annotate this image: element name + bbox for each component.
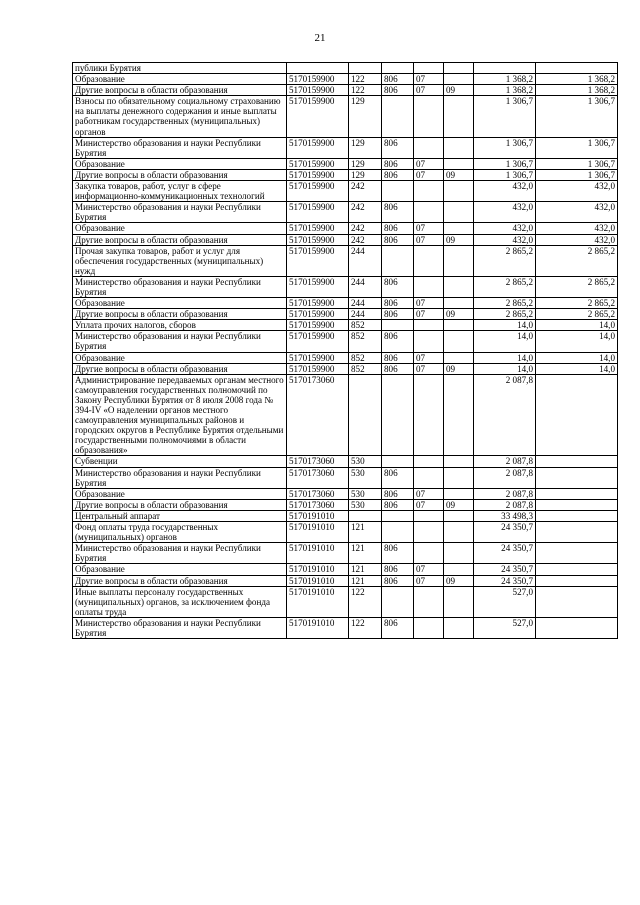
section-cell <box>414 510 444 521</box>
subsection-cell <box>444 374 474 456</box>
subsection-cell <box>444 488 474 499</box>
subsection-cell <box>444 543 474 564</box>
section-cell <box>414 331 444 352</box>
target-code-cell: 5170159900 <box>287 320 349 331</box>
name-cell: Субвенции <box>73 456 287 467</box>
section-cell <box>414 374 444 456</box>
total-cell <box>536 467 618 488</box>
target-code-cell: 5170159900 <box>287 234 349 245</box>
table-row <box>73 617 618 638</box>
subsection-cell <box>444 158 474 169</box>
expense-type-cell: 244 <box>349 298 382 309</box>
table-row <box>73 467 618 488</box>
expense-type-cell: 129 <box>349 96 382 137</box>
section-cell: 07 <box>414 488 444 499</box>
table-row <box>73 85 618 96</box>
total-cell: 1 306,7 <box>536 96 618 137</box>
amount-cell: 2 087,8 <box>474 456 536 467</box>
expense-type-cell: 121 <box>349 522 382 543</box>
section-cell: 07 <box>414 74 444 85</box>
expense-type-cell: 530 <box>349 499 382 510</box>
section-cell: 07 <box>414 564 444 575</box>
subsection-cell <box>444 74 474 85</box>
total-cell <box>536 543 618 564</box>
target-code-cell: 5170191010 <box>287 575 349 586</box>
ministry-code-cell: 806 <box>382 276 414 297</box>
target-code-cell <box>287 63 349 74</box>
ministry-code-cell <box>382 586 414 617</box>
ministry-code-cell: 806 <box>382 309 414 320</box>
subsection-cell <box>444 564 474 575</box>
target-code-cell: 5170159900 <box>287 158 349 169</box>
amount-cell: 527,0 <box>474 586 536 617</box>
total-cell <box>536 510 618 521</box>
subsection-cell <box>444 331 474 352</box>
name-cell: Администрирование передаваемых органам местного самоуправления государственных полномочий по Закону Республики Бурятия от 8 июля 2008 года № 394-IV «О наделении органов местного самоуправления муниципальных районов и городских округов в Республике Бурятия отдельными государственными полномочиями в области образования» <box>73 374 287 456</box>
target-code-cell: 5170173060 <box>287 499 349 510</box>
subsection-cell <box>444 456 474 467</box>
table-row <box>73 331 618 352</box>
target-code-cell: 5170159900 <box>287 363 349 374</box>
name-cell: Министерство образования и науки Республики Бурятия <box>73 543 287 564</box>
section-cell: 07 <box>414 158 444 169</box>
subsection-cell <box>444 137 474 158</box>
expense-type-cell: 852 <box>349 320 382 331</box>
total-cell <box>536 488 618 499</box>
table-row <box>73 522 618 543</box>
total-cell: 1 306,7 <box>536 158 618 169</box>
ministry-code-cell: 806 <box>382 85 414 96</box>
name-cell: Иные выплаты персоналу государственных (муниципальных) органов, за исключением фонда оплаты труда <box>73 586 287 617</box>
name-cell: Другие вопросы в области образования <box>73 169 287 180</box>
amount-cell: 14,0 <box>474 331 536 352</box>
ministry-code-cell <box>382 96 414 137</box>
name-cell: Другие вопросы в области образования <box>73 234 287 245</box>
section-cell: 07 <box>414 499 444 510</box>
section-cell: 07 <box>414 352 444 363</box>
expense-type-cell: 242 <box>349 234 382 245</box>
subsection-cell <box>444 245 474 276</box>
expense-type-cell: 242 <box>349 223 382 234</box>
table-row <box>73 245 618 276</box>
amount-cell: 2 865,2 <box>474 245 536 276</box>
total-cell <box>536 456 618 467</box>
target-code-cell: 5170159900 <box>287 181 349 202</box>
section-cell <box>414 586 444 617</box>
total-cell <box>536 617 618 638</box>
amount-cell: 527,0 <box>474 617 536 638</box>
amount-cell: 432,0 <box>474 181 536 202</box>
amount-cell: 432,0 <box>474 223 536 234</box>
ministry-code-cell <box>382 374 414 456</box>
amount-cell: 432,0 <box>474 234 536 245</box>
total-cell: 2 865,2 <box>536 298 618 309</box>
table-row <box>73 309 618 320</box>
expense-type-cell: 242 <box>349 181 382 202</box>
subsection-cell <box>444 96 474 137</box>
amount-cell: 1 306,7 <box>474 158 536 169</box>
expense-type-cell: 121 <box>349 543 382 564</box>
expense-type-cell: 129 <box>349 158 382 169</box>
total-cell <box>536 499 618 510</box>
ministry-code-cell: 806 <box>382 617 414 638</box>
subsection-cell: 09 <box>444 169 474 180</box>
expense-type-cell: 530 <box>349 456 382 467</box>
amount-cell: 1 306,7 <box>474 169 536 180</box>
table-row <box>73 223 618 234</box>
subsection-cell <box>444 202 474 223</box>
name-cell: Другие вопросы в области образования <box>73 499 287 510</box>
ministry-code-cell: 806 <box>382 331 414 352</box>
name-cell: Образование <box>73 158 287 169</box>
ministry-code-cell: 806 <box>382 543 414 564</box>
ministry-code-cell: 806 <box>382 499 414 510</box>
subsection-cell <box>444 181 474 202</box>
section-cell <box>414 96 444 137</box>
subsection-cell <box>444 617 474 638</box>
total-cell <box>536 374 618 456</box>
section-cell <box>414 467 444 488</box>
table-row <box>73 586 618 617</box>
budget-table <box>72 62 618 639</box>
table-row <box>73 510 618 521</box>
section-cell <box>414 276 444 297</box>
name-cell: Центральный аппарат <box>73 510 287 521</box>
name-cell: Закупка товаров, работ, услуг в сфере информационно-коммуникационных технологий <box>73 181 287 202</box>
ministry-code-cell: 806 <box>382 467 414 488</box>
subsection-cell <box>444 223 474 234</box>
ministry-code-cell: 806 <box>382 158 414 169</box>
section-cell: 07 <box>414 223 444 234</box>
name-cell: Другие вопросы в области образования <box>73 363 287 374</box>
name-cell: Образование <box>73 352 287 363</box>
name-cell: Уплата прочих налогов, сборов <box>73 320 287 331</box>
total-cell: 14,0 <box>536 363 618 374</box>
expense-type-cell: 121 <box>349 564 382 575</box>
section-cell <box>414 543 444 564</box>
expense-type-cell: 244 <box>349 309 382 320</box>
name-cell: Другие вопросы в области образования <box>73 309 287 320</box>
total-cell: 432,0 <box>536 202 618 223</box>
name-cell: Образование <box>73 298 287 309</box>
name-cell: Министерство образования и науки Республики Бурятия <box>73 331 287 352</box>
table-row <box>73 74 618 85</box>
target-code-cell: 5170159900 <box>287 96 349 137</box>
subsection-cell <box>444 467 474 488</box>
subsection-cell: 09 <box>444 309 474 320</box>
section-cell <box>414 456 444 467</box>
target-code-cell: 5170191010 <box>287 564 349 575</box>
target-code-cell: 5170159900 <box>287 169 349 180</box>
amount-cell: 1 306,7 <box>474 96 536 137</box>
total-cell: 1 368,2 <box>536 74 618 85</box>
table-row <box>73 63 618 74</box>
amount-cell: 33 498,3 <box>474 510 536 521</box>
subsection-cell: 09 <box>444 575 474 586</box>
section-cell <box>414 617 444 638</box>
expense-type-cell: 852 <box>349 363 382 374</box>
name-cell: Министерство образования и науки Республики Бурятия <box>73 137 287 158</box>
total-cell: 2 865,2 <box>536 276 618 297</box>
target-code-cell: 5170173060 <box>287 374 349 456</box>
amount-cell: 14,0 <box>474 320 536 331</box>
section-cell: 07 <box>414 234 444 245</box>
table-row <box>73 564 618 575</box>
amount-cell: 1 368,2 <box>474 85 536 96</box>
ministry-code-cell: 806 <box>382 169 414 180</box>
table-row <box>73 276 618 297</box>
target-code-cell: 5170159900 <box>287 309 349 320</box>
target-code-cell: 5170191010 <box>287 510 349 521</box>
ministry-code-cell <box>382 510 414 521</box>
table-row <box>73 137 618 158</box>
target-code-cell: 5170173060 <box>287 467 349 488</box>
amount-cell: 1 368,2 <box>474 74 536 85</box>
target-code-cell: 5170159900 <box>287 298 349 309</box>
expense-type-cell: 122 <box>349 85 382 96</box>
expense-type-cell: 129 <box>349 169 382 180</box>
subsection-cell: 09 <box>444 363 474 374</box>
section-cell <box>414 202 444 223</box>
total-cell: 2 865,2 <box>536 309 618 320</box>
amount-cell: 432,0 <box>474 202 536 223</box>
subsection-cell: 09 <box>444 85 474 96</box>
target-code-cell: 5170159900 <box>287 85 349 96</box>
expense-type-cell: 242 <box>349 202 382 223</box>
ministry-code-cell: 806 <box>382 137 414 158</box>
section-cell: 07 <box>414 309 444 320</box>
expense-type-cell: 852 <box>349 331 382 352</box>
expense-type-cell: 122 <box>349 586 382 617</box>
ministry-code-cell <box>382 63 414 74</box>
section-cell: 07 <box>414 363 444 374</box>
name-cell: Образование <box>73 223 287 234</box>
total-cell: 432,0 <box>536 223 618 234</box>
table-row <box>73 575 618 586</box>
subsection-cell <box>444 586 474 617</box>
table-row <box>73 488 618 499</box>
total-cell: 432,0 <box>536 234 618 245</box>
section-cell <box>414 181 444 202</box>
ministry-code-cell <box>382 522 414 543</box>
amount-cell: 24 350,7 <box>474 522 536 543</box>
target-code-cell: 5170159900 <box>287 245 349 276</box>
target-code-cell: 5170191010 <box>287 543 349 564</box>
expense-type-cell <box>349 510 382 521</box>
table-row <box>73 298 618 309</box>
target-code-cell: 5170159900 <box>287 276 349 297</box>
amount-cell: 1 306,7 <box>474 137 536 158</box>
section-cell <box>414 320 444 331</box>
section-cell <box>414 522 444 543</box>
target-code-cell: 5170173060 <box>287 488 349 499</box>
target-code-cell: 5170191010 <box>287 617 349 638</box>
table-row <box>73 499 618 510</box>
name-cell: Министерство образования и науки Республики Бурятия <box>73 202 287 223</box>
section-cell <box>414 63 444 74</box>
amount-cell: 2 865,2 <box>474 276 536 297</box>
total-cell: 432,0 <box>536 181 618 202</box>
amount-cell: 2 087,8 <box>474 488 536 499</box>
name-cell: Министерство образования и науки Республики Бурятия <box>73 617 287 638</box>
ministry-code-cell <box>382 456 414 467</box>
total-cell <box>536 564 618 575</box>
amount-cell <box>474 63 536 74</box>
target-code-cell: 5170159900 <box>287 352 349 363</box>
ministry-code-cell: 806 <box>382 363 414 374</box>
ministry-code-cell: 806 <box>382 488 414 499</box>
target-code-cell: 5170159900 <box>287 331 349 352</box>
amount-cell: 14,0 <box>474 352 536 363</box>
table-row <box>73 96 618 137</box>
table-row <box>73 543 618 564</box>
amount-cell: 2 865,2 <box>474 298 536 309</box>
total-cell <box>536 63 618 74</box>
total-cell: 14,0 <box>536 331 618 352</box>
expense-type-cell <box>349 374 382 456</box>
expense-type-cell: 244 <box>349 245 382 276</box>
total-cell: 14,0 <box>536 320 618 331</box>
name-cell: Другие вопросы в области образования <box>73 575 287 586</box>
amount-cell: 2 087,8 <box>474 374 536 456</box>
amount-cell: 2 087,8 <box>474 467 536 488</box>
target-code-cell: 5170191010 <box>287 522 349 543</box>
table-row <box>73 181 618 202</box>
name-cell: Взносы по обязательному социальному страхованию на выплаты денежного содержания и иные выплаты работникам государственных (муниципальных) органов <box>73 96 287 137</box>
target-code-cell: 5170159900 <box>287 202 349 223</box>
name-cell: Образование <box>73 488 287 499</box>
subsection-cell <box>444 298 474 309</box>
table-row <box>73 158 618 169</box>
ministry-code-cell: 806 <box>382 234 414 245</box>
expense-type-cell: 530 <box>349 488 382 499</box>
subsection-cell: 09 <box>444 234 474 245</box>
ministry-code-cell: 806 <box>382 223 414 234</box>
name-cell: Министерство образования и науки Республики Бурятия <box>73 276 287 297</box>
name-cell: публики Бурятия <box>73 63 287 74</box>
total-cell: 14,0 <box>536 352 618 363</box>
ministry-code-cell: 806 <box>382 202 414 223</box>
expense-type-cell: 129 <box>349 137 382 158</box>
subsection-cell: 09 <box>444 499 474 510</box>
ministry-code-cell: 806 <box>382 298 414 309</box>
ministry-code-cell: 806 <box>382 575 414 586</box>
section-cell <box>414 137 444 158</box>
subsection-cell <box>444 510 474 521</box>
total-cell <box>536 586 618 617</box>
table-row <box>73 456 618 467</box>
name-cell: Министерство образования и науки Республики Бурятия <box>73 467 287 488</box>
ministry-code-cell <box>382 245 414 276</box>
expense-type-cell: 122 <box>349 617 382 638</box>
table-row <box>73 202 618 223</box>
expense-type-cell: 530 <box>349 467 382 488</box>
section-cell: 07 <box>414 85 444 96</box>
expense-type-cell: 121 <box>349 575 382 586</box>
total-cell: 1 368,2 <box>536 85 618 96</box>
subsection-cell <box>444 63 474 74</box>
table-row <box>73 234 618 245</box>
target-code-cell: 5170159900 <box>287 223 349 234</box>
table-body <box>73 63 618 639</box>
section-cell <box>414 245 444 276</box>
target-code-cell: 5170159900 <box>287 137 349 158</box>
name-cell: Образование <box>73 564 287 575</box>
table-row <box>73 169 618 180</box>
ministry-code-cell <box>382 320 414 331</box>
ministry-code-cell: 806 <box>382 564 414 575</box>
expense-type-cell: 122 <box>349 74 382 85</box>
total-cell <box>536 575 618 586</box>
table-row <box>73 320 618 331</box>
name-cell: Другие вопросы в области образования <box>73 85 287 96</box>
table-row <box>73 363 618 374</box>
target-code-cell: 5170173060 <box>287 456 349 467</box>
total-cell <box>536 522 618 543</box>
amount-cell: 24 350,7 <box>474 543 536 564</box>
ministry-code-cell: 806 <box>382 74 414 85</box>
ministry-code-cell <box>382 181 414 202</box>
name-cell: Образование <box>73 74 287 85</box>
table-row <box>73 374 618 456</box>
total-cell: 1 306,7 <box>536 137 618 158</box>
expense-type-cell: 244 <box>349 276 382 297</box>
subsection-cell <box>444 352 474 363</box>
amount-cell: 24 350,7 <box>474 575 536 586</box>
target-code-cell: 5170191010 <box>287 586 349 617</box>
name-cell: Прочая закупка товаров, работ и услуг для обеспечения государственных (муниципальных) нужд <box>73 245 287 276</box>
amount-cell: 2 087,8 <box>474 499 536 510</box>
total-cell: 2 865,2 <box>536 245 618 276</box>
section-cell: 07 <box>414 169 444 180</box>
subsection-cell <box>444 522 474 543</box>
expense-type-cell <box>349 63 382 74</box>
table-row <box>73 352 618 363</box>
expense-type-cell: 852 <box>349 352 382 363</box>
amount-cell: 14,0 <box>474 363 536 374</box>
amount-cell: 24 350,7 <box>474 564 536 575</box>
section-cell: 07 <box>414 575 444 586</box>
page-number: 21 <box>314 32 326 44</box>
subsection-cell <box>444 276 474 297</box>
total-cell: 1 306,7 <box>536 169 618 180</box>
amount-cell: 2 865,2 <box>474 309 536 320</box>
section-cell: 07 <box>414 298 444 309</box>
name-cell: Фонд оплаты труда государственных (муниципальных) органов <box>73 522 287 543</box>
subsection-cell <box>444 320 474 331</box>
target-code-cell: 5170159900 <box>287 74 349 85</box>
ministry-code-cell: 806 <box>382 352 414 363</box>
